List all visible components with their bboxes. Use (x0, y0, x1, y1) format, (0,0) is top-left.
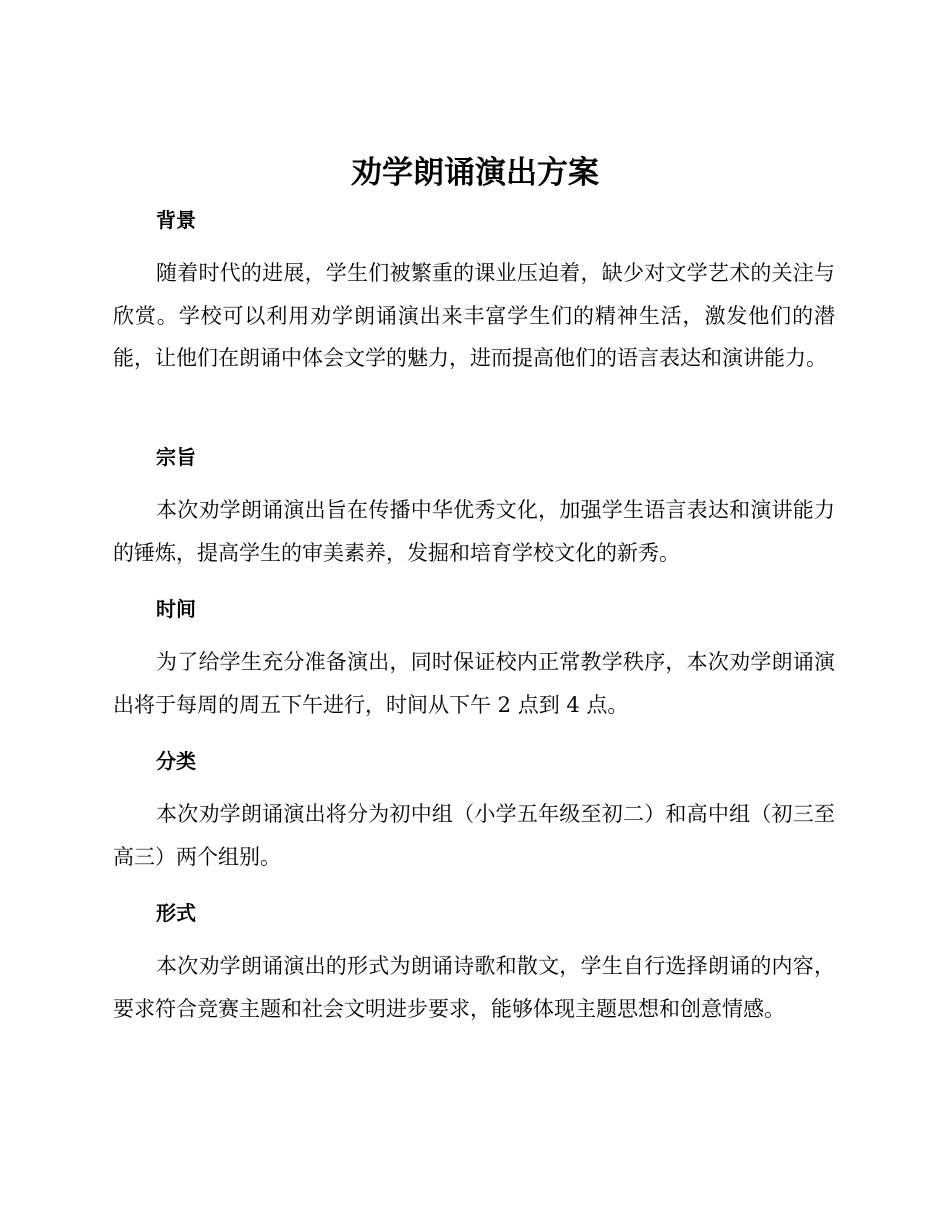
section-paragraph: 随着时代的进展，学生们被繁重的课业压迫着，缺少对文学艺术的关注与欣赏。学校可以利用劝学朗诵演出来丰富学生们的精神生活，激发他们的潜能，让他们在朗诵中体会文学的魅力，进而提高他们的语言表达和演讲能力。 (113, 261, 835, 370)
section-background (113, 206, 835, 380)
section-heading: 背景 (156, 208, 196, 232)
section-category (113, 747, 835, 878)
section-format (113, 899, 835, 1030)
section-purpose (113, 443, 835, 574)
section-heading: 宗旨 (156, 445, 196, 469)
section-paragraph: 本次劝学朗诵演出的形式为朗诵诗歌和散文，学生自行选择朗诵的内容，要求符合竞赛主题和社会文明进步要求，能够体现主题思想和创意情感。 (113, 954, 835, 1021)
section-heading: 形式 (156, 901, 196, 925)
section-time (113, 595, 835, 726)
document-title: 劝学朗诵演出方案 (351, 155, 599, 191)
section-paragraph: 为了给学生充分准备演出，同时保证校内正常教学秩序，本次劝学朗诵演出将于每周的周五下午进行，时间从下午 2 点到 4 点。 (113, 650, 835, 717)
section-heading: 分类 (156, 749, 196, 773)
section-paragraph: 本次劝学朗诵演出将分为初中组（小学五年级至初二）和高中组（初三至高三）两个组别。 (113, 802, 835, 869)
section-paragraph: 本次劝学朗诵演出旨在传播中华优秀文化，加强学生语言表达和演讲能力的锤炼，提高学生的审美素养，发掘和培育学校文化的新秀。 (113, 498, 835, 565)
section-heading: 时间 (156, 597, 196, 621)
